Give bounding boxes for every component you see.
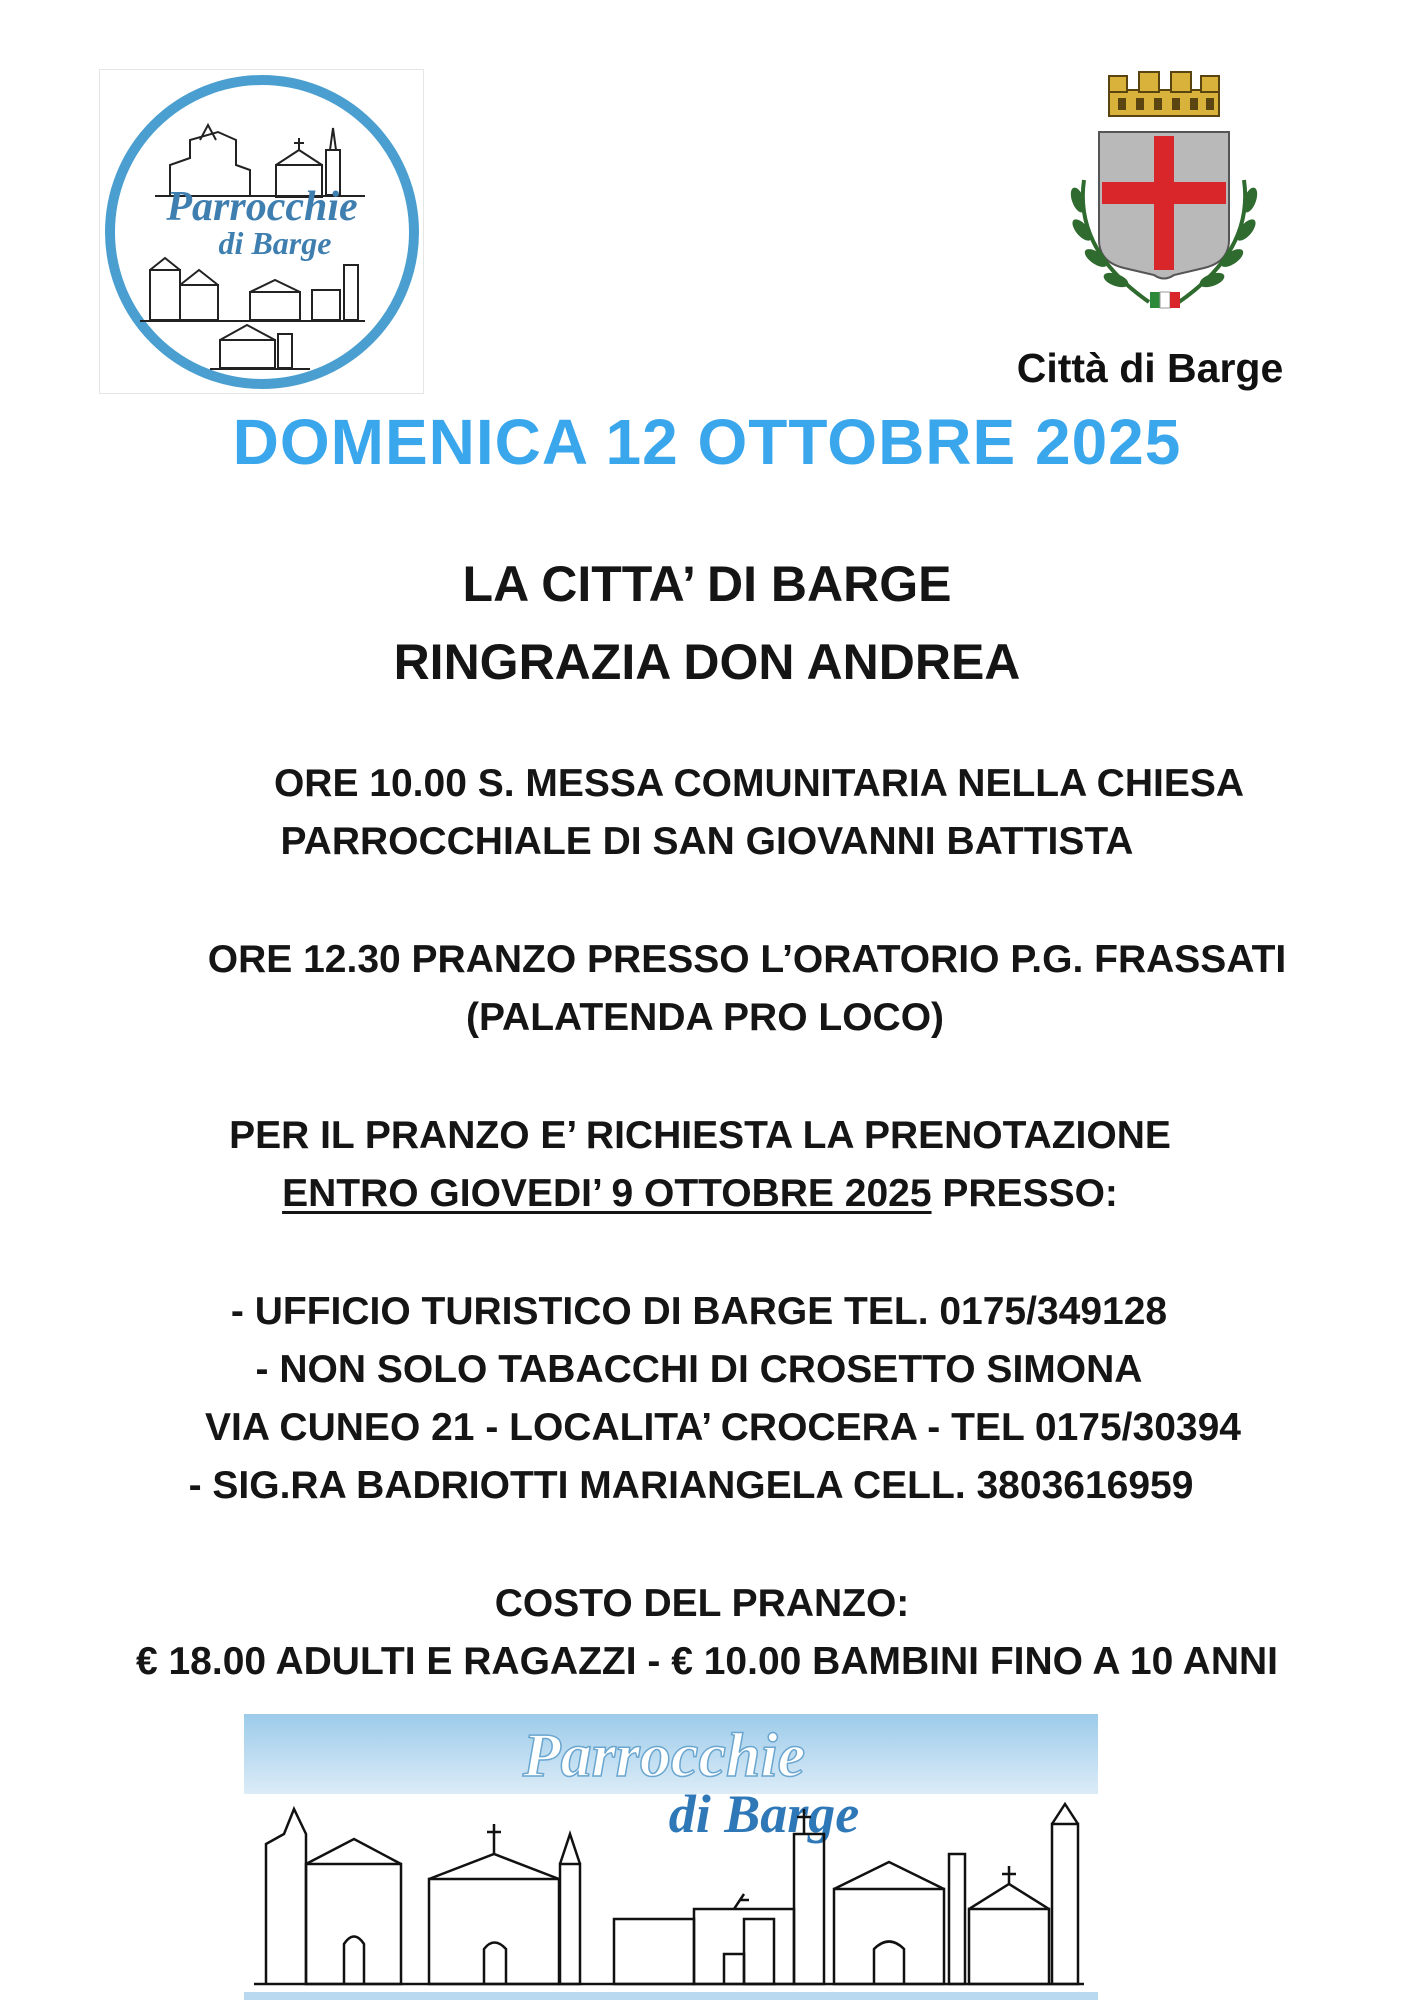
- contact-line-2: - NON SOLO TABACCHI DI CROSETTO SIMONA: [255, 1348, 1143, 1391]
- mass-line-2: PARROCCHIALE DI SAN GIOVANNI BATTISTA: [280, 820, 1134, 863]
- title-line-1: LA CITTA’ DI BARGE: [462, 556, 952, 612]
- banner-text-line1: Parrocchie: [522, 1722, 806, 1790]
- contact-line-1: - UFFICIO TURISTICO DI BARGE TEL. 0175/349128: [230, 1290, 1168, 1333]
- banner-text-line2: di Barge: [668, 1784, 860, 1844]
- cost-heading: COSTO DEL PRANZO:: [494, 1582, 910, 1625]
- booking-line-1: PER IL PRANZO E’ RICHIESTA LA PRENOTAZIONE: [229, 1114, 1171, 1157]
- citta-di-barge-crest: [1054, 30, 1274, 340]
- date-heading: DOMENICA 12 OTTOBRE 2025: [232, 406, 1182, 478]
- lunch-line-1: ORE 12.30 PRANZO PRESSO L’ORATORIO P.G. FRASSATI: [207, 938, 1287, 981]
- crest-caption: Città di Barge: [1016, 345, 1284, 391]
- booking-line-2: [0, 1172, 1407, 1216]
- parrocchie-logo: [99, 69, 424, 394]
- crown-icon: [1109, 72, 1219, 116]
- booking-deadline: ENTRO GIOVEDI’ 9 OTTOBRE 2025: [282, 1172, 932, 1215]
- cost-details: € 18.00 ADULTI E RAGAZZI - € 10.00 BAMBINI FINO A 10 ANNI: [135, 1640, 1279, 1683]
- parrocchie-banner: [244, 1714, 1098, 2000]
- logo-text-line1: Parrocchie: [166, 184, 358, 230]
- contact-line-4: - SIG.RA BADRIOTTI MARIANGELA CELL. 3803616959: [188, 1464, 1194, 1507]
- contact-line-3: VIA CUNEO 21 - LOCALITA’ CROCERA - TEL 0175/30394: [205, 1406, 1241, 1449]
- title-line-2: RINGRAZIA DON ANDREA: [393, 634, 1021, 690]
- mass-line-1: ORE 10.00 S. MESSA COMUNITARIA NELLA CHIESA: [273, 762, 1245, 805]
- shield-icon: [1099, 132, 1229, 279]
- logo-text-line2: di Barge: [218, 225, 332, 261]
- lunch-line-2: (PALATENDA PRO LOCO): [465, 996, 945, 1039]
- booking-suffix: PRESSO:: [931, 1172, 1118, 1215]
